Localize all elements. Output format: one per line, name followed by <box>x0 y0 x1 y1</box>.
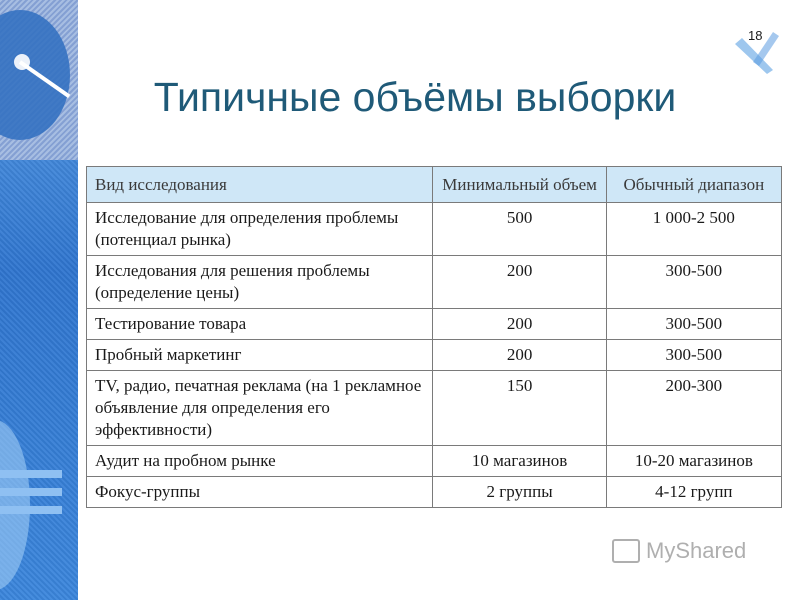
table-row <box>87 477 782 508</box>
header-research-type: Вид исследования <box>87 167 433 203</box>
cell-research-type: Фокус-группы <box>87 477 433 508</box>
header-typical-range: Обычный диапазон <box>606 167 781 203</box>
table-row <box>87 256 782 309</box>
cell-research-type: Исследования для решения проблемы (определение цены) <box>87 256 433 309</box>
table-row <box>87 340 782 371</box>
decorative-dot <box>14 54 30 70</box>
cell-research-type: Тестирование товара <box>87 309 433 340</box>
cell-research-type: Пробный маркетинг <box>87 340 433 371</box>
decorative-bars <box>0 470 78 524</box>
cell-typical-range: 300-500 <box>606 340 781 371</box>
cell-minimum-size: 200 <box>433 309 606 340</box>
table-row <box>87 371 782 446</box>
cell-typical-range: 300-500 <box>606 256 781 309</box>
table-row <box>87 446 782 477</box>
cell-research-type: TV, радио, печатная реклама (на 1 рекламное объявление для определения его эффективности) <box>87 371 433 446</box>
watermark-text: MyShared <box>646 538 747 563</box>
cell-typical-range: 200-300 <box>606 371 781 446</box>
header-minimum-size: Минимальный объем <box>433 167 606 203</box>
cell-typical-range: 1 000-2 500 <box>606 203 781 256</box>
cell-research-type: Исследование для определения проблемы (потенциал рынка) <box>87 203 433 256</box>
cell-research-type: Аудит на пробном рынке <box>87 446 433 477</box>
cell-typical-range: 300-500 <box>606 309 781 340</box>
table-header-row <box>87 167 782 203</box>
table-row <box>87 203 782 256</box>
sample-size-table <box>86 166 782 508</box>
cell-minimum-size: 10 магазинов <box>433 446 606 477</box>
slide-number: 18 <box>748 28 763 43</box>
slide-title: Типичные объёмы выборки <box>153 74 677 120</box>
cell-minimum-size: 2 группы <box>433 477 606 508</box>
cell-minimum-size: 200 <box>433 256 606 309</box>
cell-minimum-size: 200 <box>433 340 606 371</box>
cell-minimum-size: 500 <box>433 203 606 256</box>
watermark <box>612 538 746 564</box>
cell-minimum-size: 150 <box>433 371 606 446</box>
cell-typical-range: 10-20 магазинов <box>606 446 781 477</box>
table-row <box>87 309 782 340</box>
cell-typical-range: 4-12 групп <box>606 477 781 508</box>
cart-icon <box>612 539 640 563</box>
